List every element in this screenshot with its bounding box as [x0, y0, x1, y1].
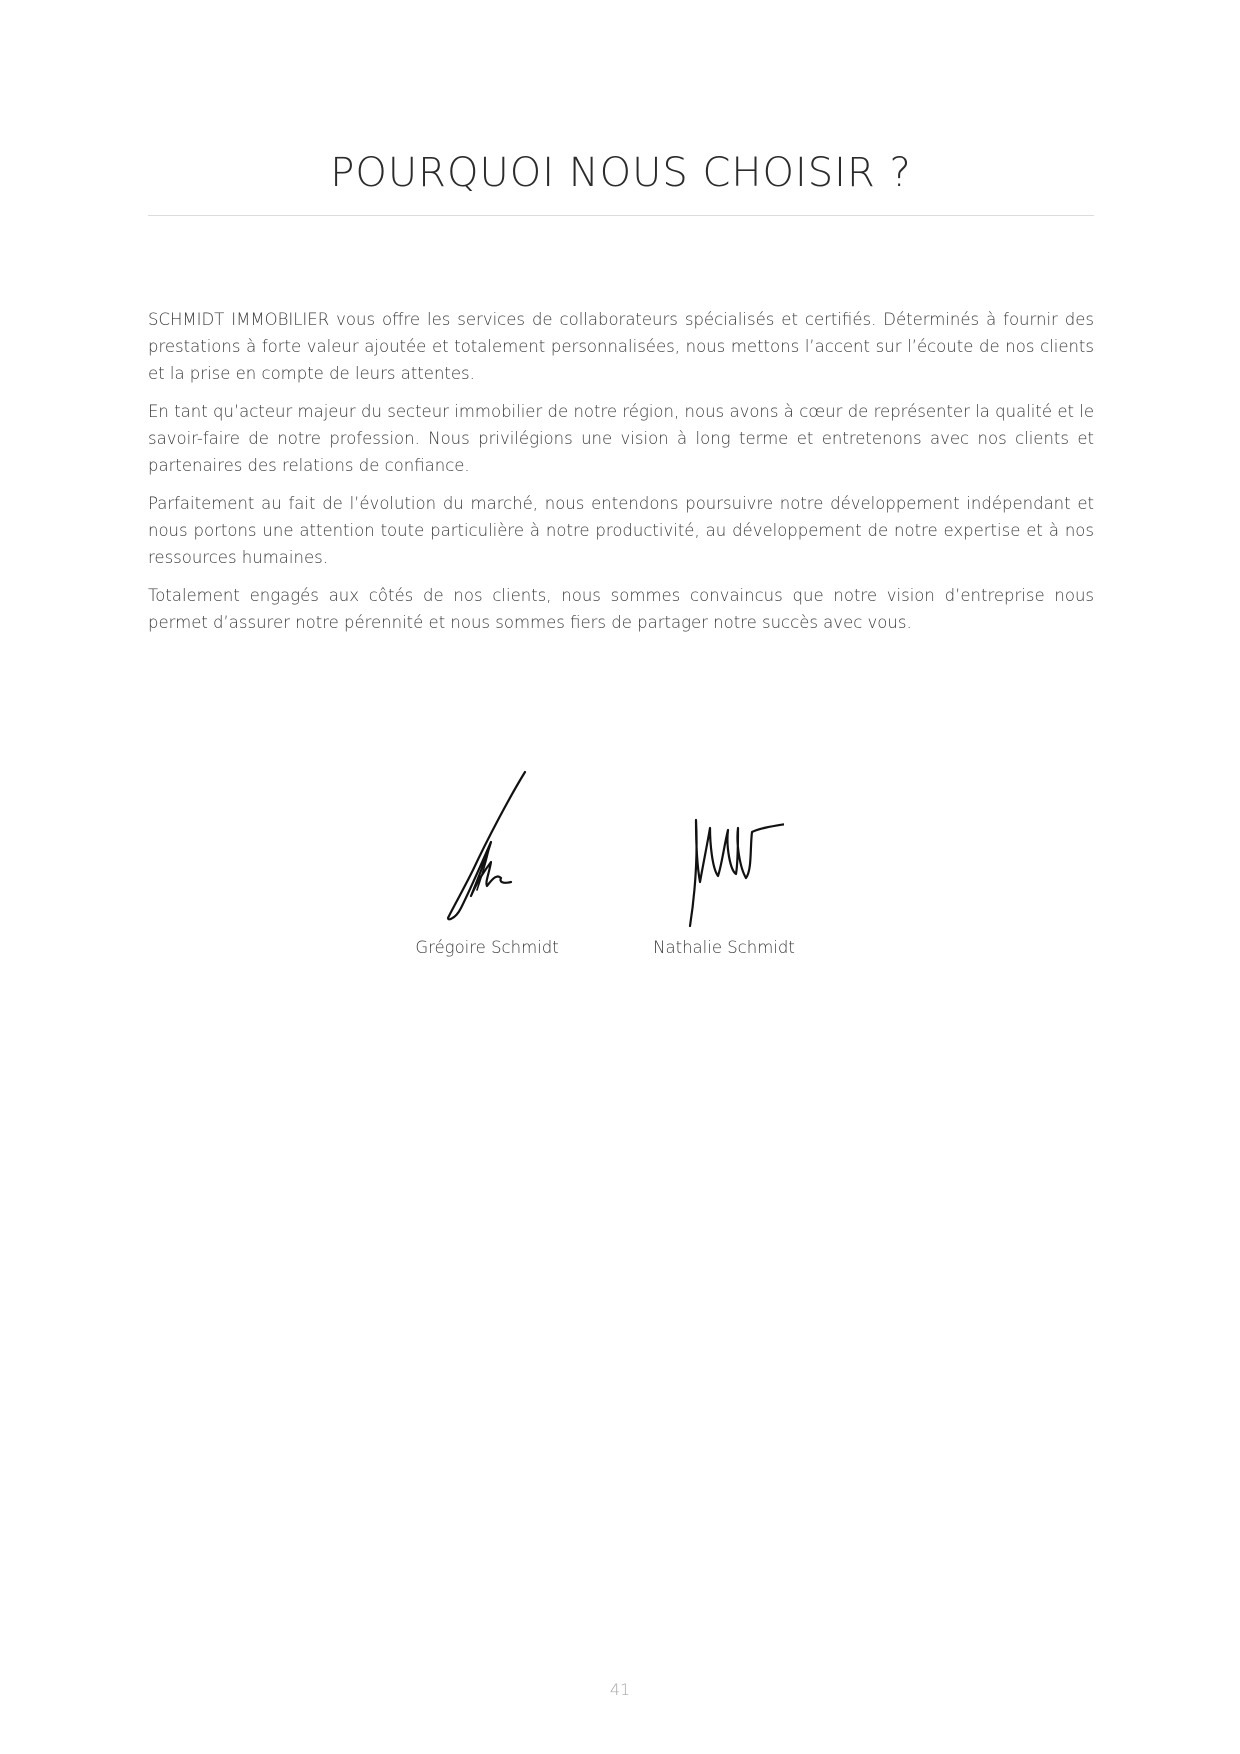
title-divider	[148, 215, 1094, 216]
paragraph-4: Totalement engagés aux côtés de nos clients, nous sommes convaincus que notre vision d’entreprise nous permet d’assurer notre pérennité et nous sommes fiers de partager notre succès avec vous.	[148, 586, 1094, 632]
page-title: POURQUOI NOUS CHOISIR ?	[330, 150, 912, 196]
signature-nathalie-icon	[664, 770, 784, 930]
paragraph-3: Parfaitement au fait de l’évolution du marché, nous entendons poursuivre notre développement indépendant et nous portons une attention toute particulière à notre productivité, au développement de notre expertise et à nos ressources humaines.	[148, 494, 1094, 567]
paragraph-2: En tant qu’acteur majeur du secteur immobilier de notre région, nous avons à cœur de représenter la qualité et le savoir-faire de notre profession. Nous privilégions une vision à long terme et entretenons avec nos clients et partenaires des relations de confiance.	[148, 402, 1094, 475]
signature-block-gregoire	[377, 770, 597, 957]
paragraph-1: SCHMIDT IMMOBILIER vous offre les services de collaborateurs spécialisés et certifiés. Déterminés à fournir des prestations à forte valeur ajoutée et totalement personnalisées, nous mettons l’accent sur l’écoute de nos clients et la prise en compte de leurs attentes.	[148, 310, 1094, 383]
page-number: 41	[609, 1680, 631, 1699]
signature-gregoire-icon	[427, 770, 547, 930]
signature-name-gregoire: Grégoire Schmidt	[415, 938, 559, 957]
body-text	[148, 306, 1094, 647]
signature-name-nathalie: Nathalie Schmidt	[653, 938, 795, 957]
signatures	[0, 770, 1240, 1000]
signature-block-nathalie	[614, 770, 834, 957]
